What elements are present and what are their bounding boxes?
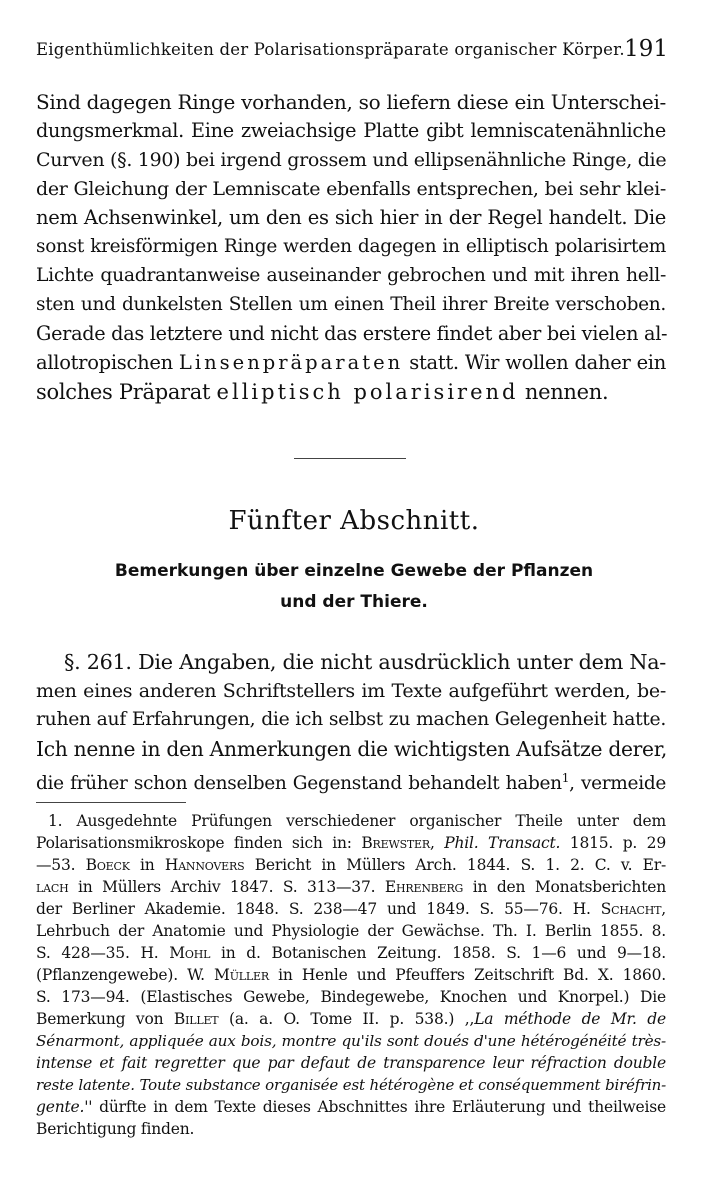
author-name: Mohl xyxy=(169,944,211,962)
running-header xyxy=(36,36,672,66)
text-run: Bemerkung von xyxy=(36,1010,164,1028)
text-run: nennen. xyxy=(524,380,609,404)
text-line: Ich nenne in den Anmerkungen die wichtigsten Aufsätze derer, xyxy=(36,737,668,761)
section-subtitle-line-2: und der Thiere. xyxy=(280,592,428,612)
text-run: Bericht in Müllers Arch. 1844. S. 1. 2. C. v. Er- xyxy=(254,856,667,874)
footnote-line: Berichtigung finden. xyxy=(36,1120,195,1138)
footnote-line xyxy=(36,942,666,964)
footnote-marker: 1 xyxy=(561,771,570,785)
author-name: Ehrenberg xyxy=(384,878,464,896)
text-line: der Gleichung der Lemniscate ebenfalls entsprechen, bei sehr klei- xyxy=(36,178,666,200)
text-run: (a. a. O. Tome II. p. 538.) ,, xyxy=(229,1010,475,1028)
emphasized-term: elliptisch polarisirend xyxy=(216,380,519,404)
page-number: 191 xyxy=(624,36,668,62)
text-run: in d. Botanischen Zeitung. 1858. S. 1—6 und 9—18. xyxy=(221,944,666,962)
text-run: , vermeide xyxy=(569,773,667,795)
text-line: nem Achsenwinkel, um den es sich hier in der Regel handelt. Die xyxy=(36,206,666,229)
text-line: sten und dunkelsten Stellen um einen Theil ihrer Breite verschoben. xyxy=(36,294,666,315)
footnote-line xyxy=(36,1052,666,1074)
text-run: in Müllers Archiv 1847. S. 313—37. xyxy=(78,878,376,896)
text-run: S. 428—35. H. xyxy=(36,944,159,962)
text-line: Gerade das letztere und nicht das erstere findet aber bei vielen al- xyxy=(36,322,668,345)
text-run: '' dürfte in dem Texte dieses Abschnittes ihre Erläuterung und theilweise xyxy=(84,1098,666,1116)
footnote-line: 1. Ausgedehnte Prüfungen verschiedener organischer Theile unter dem xyxy=(48,812,666,830)
author-name: Hannovers xyxy=(164,856,245,874)
text-line xyxy=(36,764,666,798)
text-run: 1815. p. 29 xyxy=(569,834,666,852)
footnote-line xyxy=(36,898,666,920)
section-title: Fünfter Abschnitt. xyxy=(228,506,480,536)
text-run: in Henle und Pfeuffers Zeitschrift Bd. X. 1860. xyxy=(278,966,666,984)
author-name: Schacht, xyxy=(600,900,666,918)
author-name: Boeck xyxy=(85,856,130,874)
emphasized-term: Linsenpräparaten xyxy=(178,351,404,374)
footnote-line: S. 173—94. (Elastisches Gewebe, Bindegewebe, Knochen und Knorpel.) Die xyxy=(36,988,666,1006)
footnote-line xyxy=(36,876,666,898)
footnote-line: Lehrbuch der Anatomie und Physiologie der Gewächse. Th. I. Berlin 1855. 8. xyxy=(36,922,666,940)
text-run: in xyxy=(140,856,155,874)
text-line: sonst kreisförmigen Ringe werden dagegen in elliptisch polarisirtem xyxy=(36,236,666,257)
text-run: der Berliner Akademie. 1848. S. 238—47 und 1849. S. 55—76. H. xyxy=(36,900,591,918)
text-line: ruhen auf Erfahrungen, die ich selbst zu machen Gelegenheit hatte. xyxy=(36,709,666,730)
text-line: men eines anderen Schriftstellers im Texte aufgeführt werden, be- xyxy=(36,680,666,702)
text-run: solches Präparat xyxy=(36,380,211,404)
text-run: in den Monatsberichten xyxy=(472,878,666,896)
quoted-text: La méthode de Mr. de xyxy=(474,1010,666,1028)
text-line: Sind dagegen Ringe vorhanden, so liefern diese ein Unterschei- xyxy=(36,90,666,114)
footnote-line xyxy=(36,1074,666,1096)
text-line: Lichte quadrantanweise auseinander gebrochen und mit ihren hell- xyxy=(36,265,666,286)
running-title: Eigenthümlichkeiten der Polarisationspräparate organischer Körper. xyxy=(36,40,625,59)
author-name: Müller xyxy=(214,966,269,984)
text-line: §. 261. Die Angaben, die nicht ausdrücklich unter dem Na- xyxy=(64,650,666,674)
author-name: lach xyxy=(36,878,69,896)
quoted-text: intense et fait regretter que par defaut de transparence leur réfraction double xyxy=(36,1054,666,1072)
footnote-line xyxy=(36,854,666,876)
footnote-line xyxy=(36,1030,666,1052)
footnote-line xyxy=(36,832,666,854)
text-line: dungsmerkmal. Eine zweiachsige Platte gibt lemniscatenähnliche xyxy=(36,119,666,142)
quoted-text: Sénarmont, appliquée aux bois, montre qu'ils sont doués d'une hétérogénéité très- xyxy=(36,1032,666,1050)
section-divider xyxy=(294,458,406,459)
footnote-line xyxy=(36,1096,666,1118)
text-run: (Pflanzengewebe). W. xyxy=(36,966,205,984)
text-line: Curven (§. 190) bei irgend grossem und ellipsenähnliche Ringe, die xyxy=(36,149,667,171)
journal-title: Phil. Transact. xyxy=(444,834,561,852)
quoted-text: gente. xyxy=(36,1098,85,1116)
quoted-text: reste latente. Toute substance organisée est hétérogène et conséquemment biréfrin- xyxy=(36,1076,666,1094)
footnote-line xyxy=(36,1008,666,1030)
text-run: Polarisationsmikroskope finden sich in: xyxy=(36,834,352,852)
text-run: —53. xyxy=(36,856,76,874)
author-name: Brewster, xyxy=(361,834,435,852)
section-subtitle-line-1: Bemerkungen über einzelne Gewebe der Pflanzen xyxy=(114,561,594,581)
text-run: allotropischen xyxy=(36,351,173,374)
text-line xyxy=(36,349,666,377)
text-run: statt. Wir wollen daher ein xyxy=(409,351,667,374)
footnote-divider xyxy=(36,802,186,803)
footnote-line xyxy=(36,964,666,986)
author-name: Billet xyxy=(173,1010,219,1028)
text-run: die früher schon denselben Gegenstand behandelt haben xyxy=(36,773,562,795)
text-line xyxy=(36,378,666,406)
